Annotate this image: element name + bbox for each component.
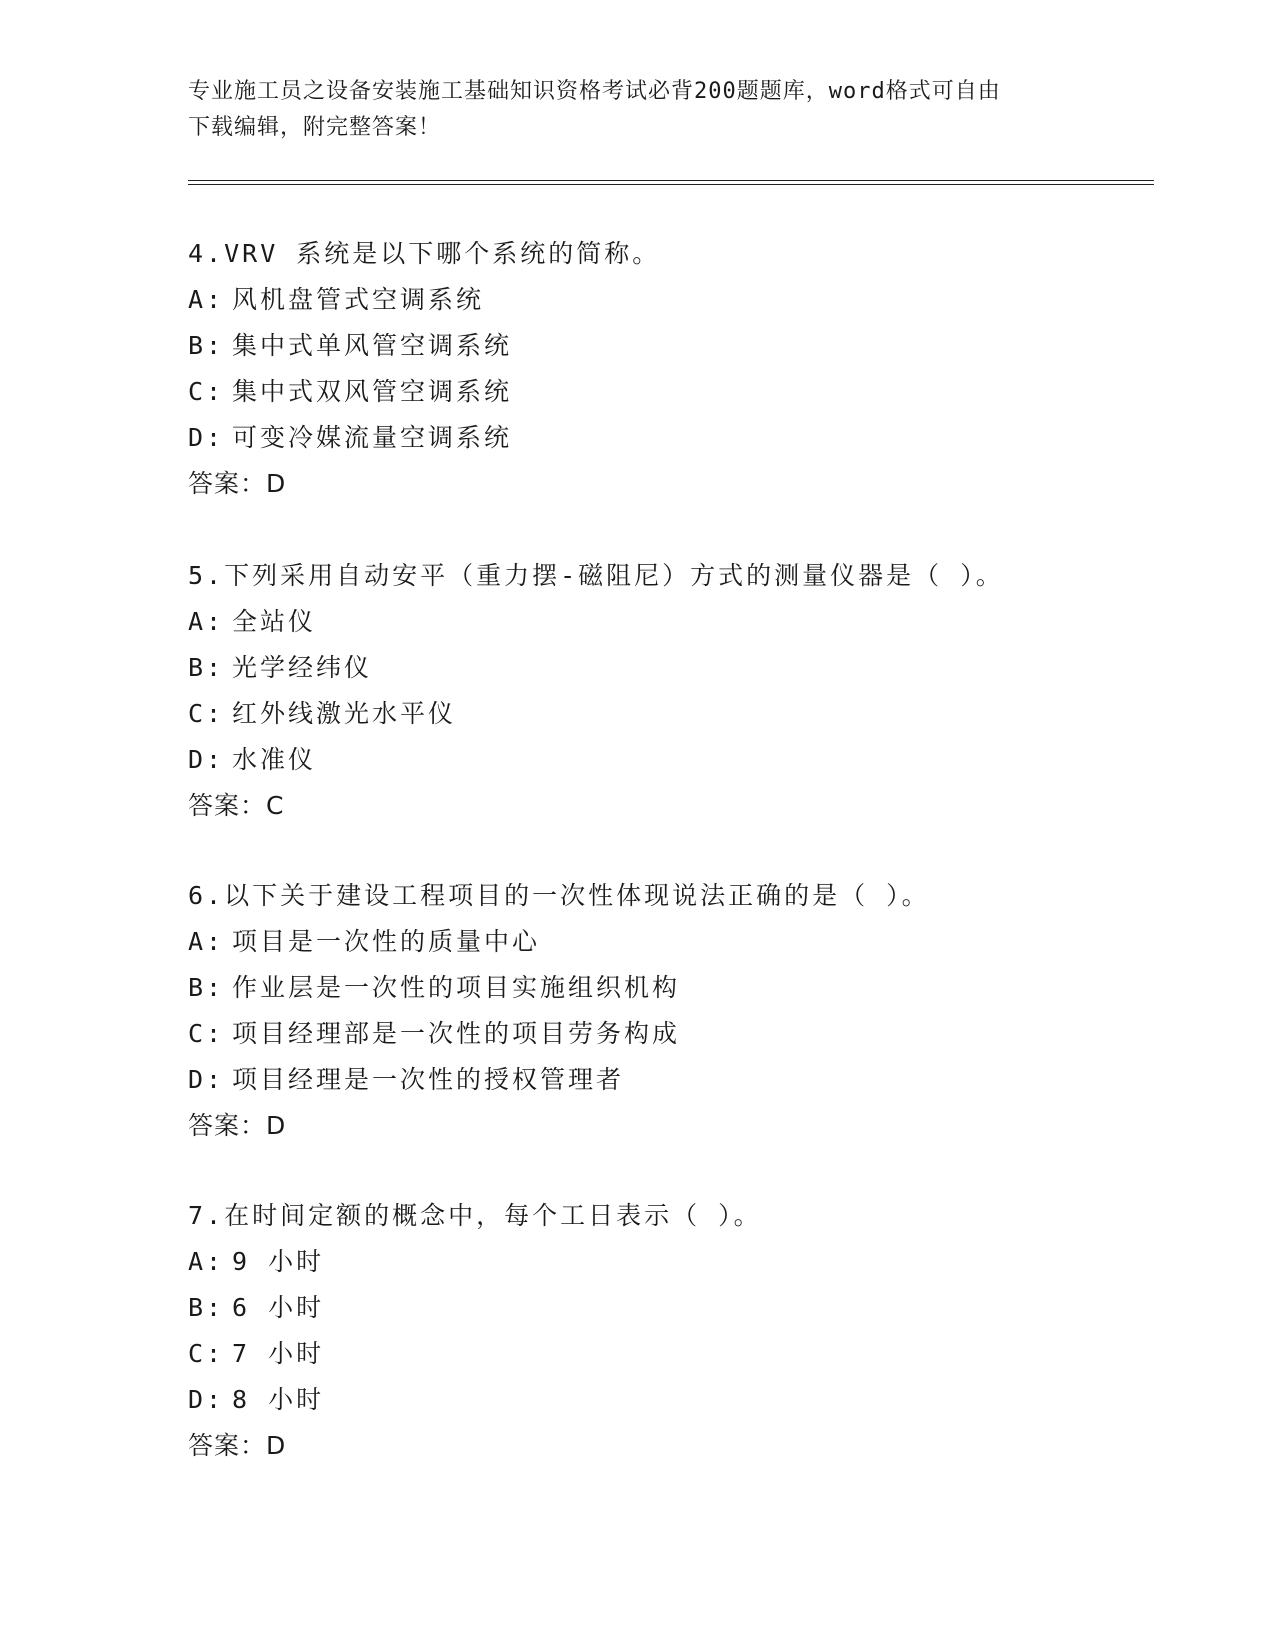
header-divider — [188, 180, 1154, 185]
option-key: B: — [188, 1293, 225, 1322]
option-key: A: — [188, 285, 225, 314]
document-header — [188, 74, 1088, 146]
option-text: 项目经理是一次性的授权管理者 — [232, 1065, 625, 1094]
option-a — [188, 919, 1188, 965]
option-c — [188, 369, 1188, 415]
option-a — [188, 1239, 1188, 1285]
question-5 — [188, 553, 1188, 829]
option-key: C: — [188, 377, 225, 406]
option-key: B: — [188, 653, 225, 682]
question-stem: 6.以下关于建设工程项目的一次性体现说法正确的是（ ）。 — [188, 881, 930, 910]
option-key: D: — [188, 1385, 225, 1414]
header-title-line-2: 下载编辑，附完整答案！ — [188, 115, 442, 140]
option-key: D: — [188, 745, 225, 774]
option-text: 风机盘管式空调系统 — [232, 285, 485, 314]
option-text: 9 小时 — [232, 1247, 325, 1276]
answer-line: 答案：D — [188, 1111, 287, 1140]
option-key: C: — [188, 1019, 225, 1048]
option-c — [188, 691, 1188, 737]
option-d — [188, 1057, 1188, 1103]
option-text: 可变冷媒流量空调系统 — [232, 423, 513, 452]
option-text: 项目是一次性的质量中心 — [232, 927, 541, 956]
option-key: C: — [188, 1339, 225, 1368]
option-b — [188, 645, 1188, 691]
option-b — [188, 1285, 1188, 1331]
option-text: 作业层是一次性的项目实施组织机构 — [232, 973, 681, 1002]
option-d — [188, 415, 1188, 461]
option-text: 6 小时 — [232, 1293, 325, 1322]
option-a — [188, 277, 1188, 323]
option-b — [188, 323, 1188, 369]
answer-line: 答案：D — [188, 1431, 287, 1460]
option-b — [188, 965, 1188, 1011]
answer-line: 答案：D — [188, 469, 287, 498]
option-text: 全站仪 — [232, 607, 317, 636]
question-6 — [188, 873, 1188, 1149]
option-c — [188, 1011, 1188, 1057]
option-text: 光学经纬仪 — [232, 653, 373, 682]
question-stem: 4.VRV 系统是以下哪个系统的简称。 — [188, 239, 661, 268]
question-4 — [188, 231, 1188, 507]
option-key: A: — [188, 607, 225, 636]
option-key: D: — [188, 423, 225, 452]
header-title-line-1: 专业施工员之设备安装施工基础知识资格考试必背200题题库，word格式可自由 — [188, 79, 1001, 104]
option-a — [188, 599, 1188, 645]
option-c — [188, 1331, 1188, 1377]
option-key: B: — [188, 331, 225, 360]
option-key: B: — [188, 973, 225, 1002]
option-d — [188, 737, 1188, 783]
question-7 — [188, 1193, 1188, 1469]
question-stem: 5.下列采用自动安平（重力摆-磁阻尼）方式的测量仪器是（ ）。 — [188, 561, 1004, 590]
option-text: 红外线激光水平仪 — [232, 699, 457, 728]
option-d — [188, 1377, 1188, 1423]
option-text: 集中式双风管空调系统 — [232, 377, 513, 406]
option-key: C: — [188, 699, 225, 728]
option-key: D: — [188, 1065, 225, 1094]
answer-line: 答案：C — [188, 791, 285, 820]
option-key: A: — [188, 927, 225, 956]
option-text: 项目经理部是一次性的项目劳务构成 — [232, 1019, 681, 1048]
option-text: 水准仪 — [232, 745, 317, 774]
option-key: A: — [188, 1247, 225, 1276]
question-stem: 7.在时间定额的概念中，每个工日表示（ ）。 — [188, 1201, 762, 1230]
option-text: 集中式单风管空调系统 — [232, 331, 513, 360]
option-text: 7 小时 — [232, 1339, 325, 1368]
option-text: 8 小时 — [232, 1385, 325, 1414]
